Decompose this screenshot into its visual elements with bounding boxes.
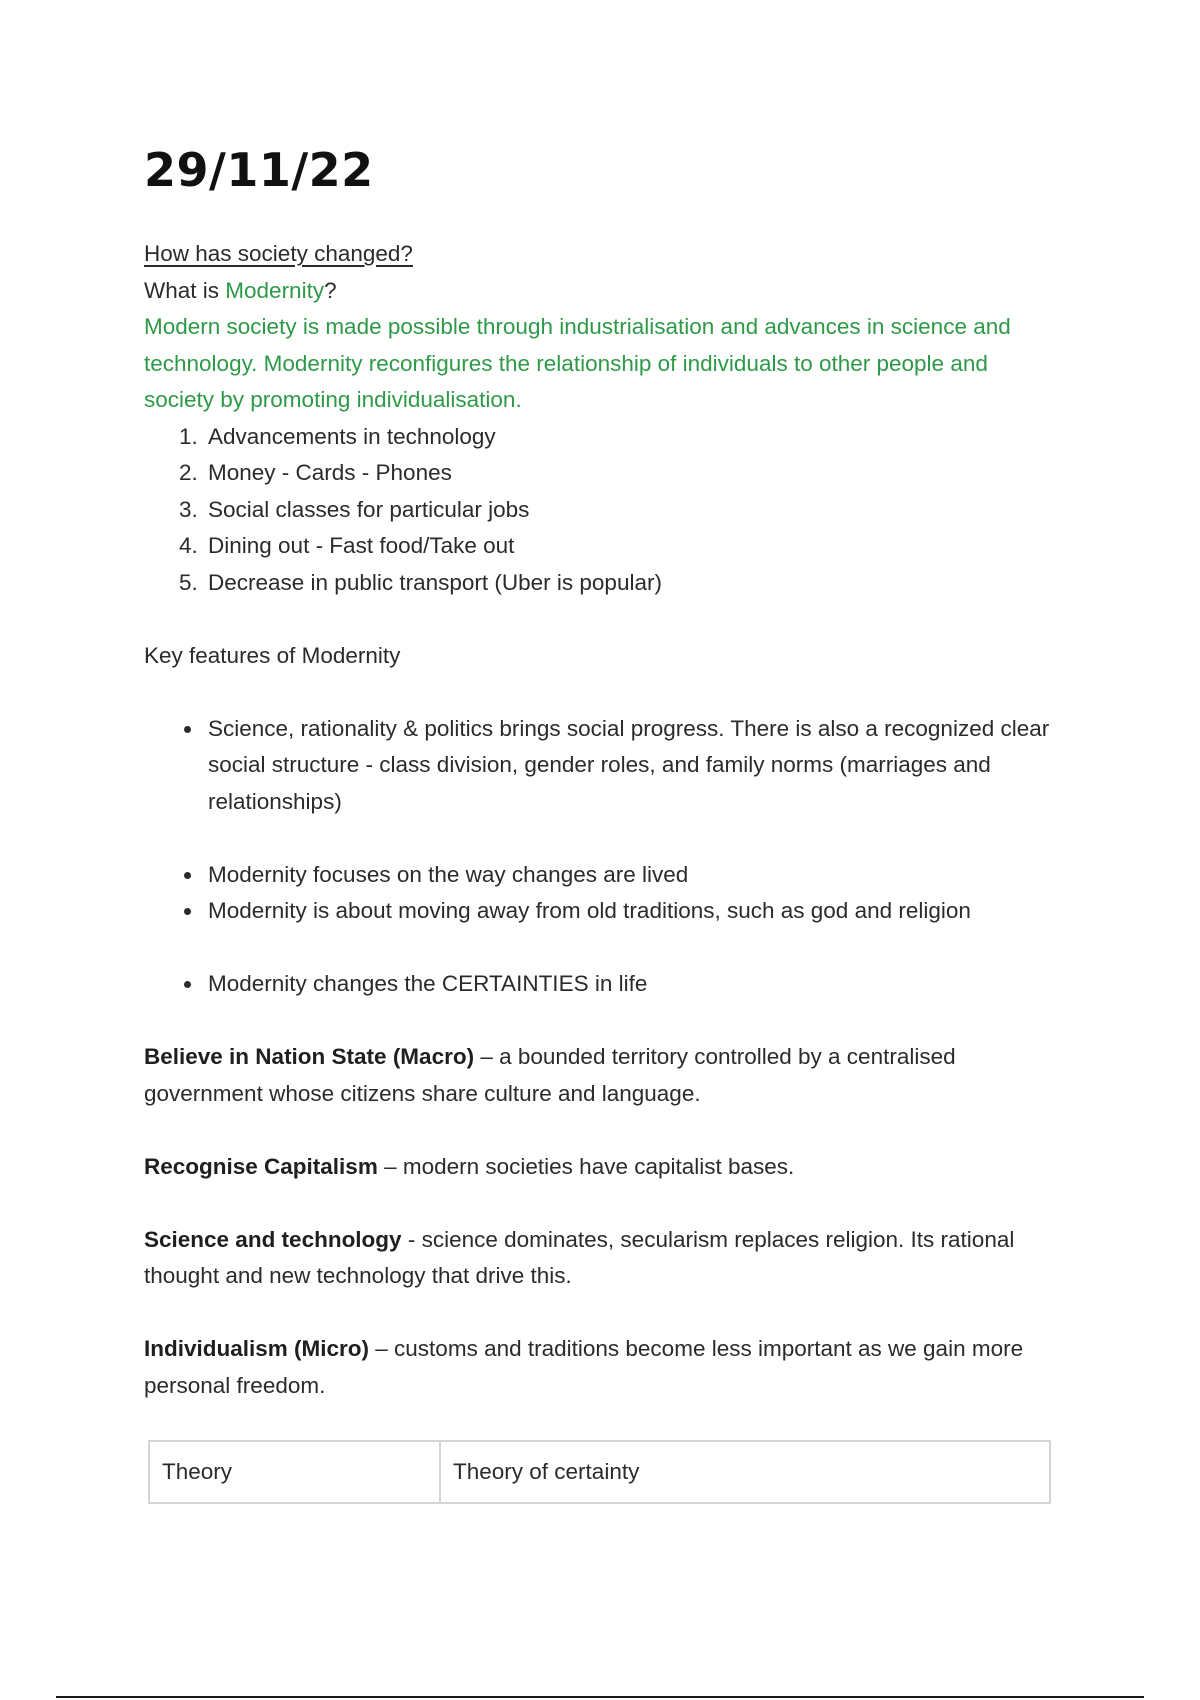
definition-capitalism [144, 1149, 1064, 1186]
definition-text: – a bounded territory controlled by a centralised government whose citizens share culture and language. [144, 1044, 956, 1106]
list-item: 2. Money - Cards - Phones [204, 455, 1064, 492]
modernity-question-suffix: ? [324, 277, 337, 303]
table-cell: Theory [149, 1441, 440, 1503]
definition-text: – modern societies have capitalist bases. [377, 1153, 795, 1179]
list-item: 1. Advancements in technology [204, 419, 1064, 456]
list-item: • Science, rationality & politics brings social progress. There is also a recognized clear social structure - class division, gender roles, and family norms (marriages and relationships) [204, 711, 1064, 821]
modernity-question-prefix: What is [144, 277, 226, 303]
list-item: 4. Dining out - Fast food/Take out [204, 528, 1064, 565]
document-page [144, 140, 1064, 1504]
definition-nation-state [144, 1039, 1064, 1112]
definition-text: – customs and traditions become less important as we gain more personal freedom. [144, 1336, 1024, 1398]
spacer [144, 601, 1064, 638]
definition-term: Recognise Capitalism [144, 1153, 378, 1179]
spacer [144, 1003, 1064, 1040]
definition-text: - science dominates, secularism replaces religion. Its rational thought and new technology that drive this. [144, 1226, 1015, 1288]
definition-science-technology [144, 1222, 1064, 1295]
key-features-heading: Key features of Modernity [144, 642, 401, 668]
theory-table [148, 1440, 1051, 1504]
modernity-question [144, 273, 1064, 310]
definition-term: Believe in Nation State (Macro) [144, 1044, 475, 1069]
modernity-term: Modernity [225, 277, 325, 303]
list-item: • Modernity focuses on the way changes are lived [204, 857, 1064, 894]
spacer [144, 820, 1064, 857]
changes-list [144, 419, 1064, 602]
list-item: • Modernity is about moving away from old traditions, such as god and religion [204, 893, 1064, 930]
list-item: 5. Decrease in public transport (Uber is popular) [204, 565, 1064, 602]
spacer [144, 1112, 1064, 1149]
question-heading: How has society changed? [144, 241, 413, 266]
key-features-list [144, 857, 1064, 930]
table-cell: Theory of certainty [440, 1441, 1050, 1503]
table-row [149, 1441, 1050, 1503]
key-features-list [144, 966, 1064, 1003]
list-item: 3. Social classes for particular jobs [204, 492, 1064, 529]
definition-term: Science and technology [144, 1226, 402, 1252]
spacer [144, 930, 1064, 967]
spacer [144, 1185, 1064, 1222]
definition-term: Individualism (Micro) [144, 1336, 370, 1361]
spacer [144, 1295, 1064, 1332]
bottom-divider [56, 1696, 1144, 1698]
key-features-list [144, 711, 1064, 821]
spacer [144, 674, 1064, 711]
definition-individualism [144, 1331, 1064, 1404]
modernity-definition: Modern society is made possible through industrialisation and advances in science and technology. Modernity reconfigures the relationship of individuals to other people and society by promoting individualisation. [144, 314, 1011, 412]
list-item: • Modernity changes the CERTAINTIES in life [204, 966, 1064, 1003]
page-title: 29/11/22 [144, 143, 374, 197]
